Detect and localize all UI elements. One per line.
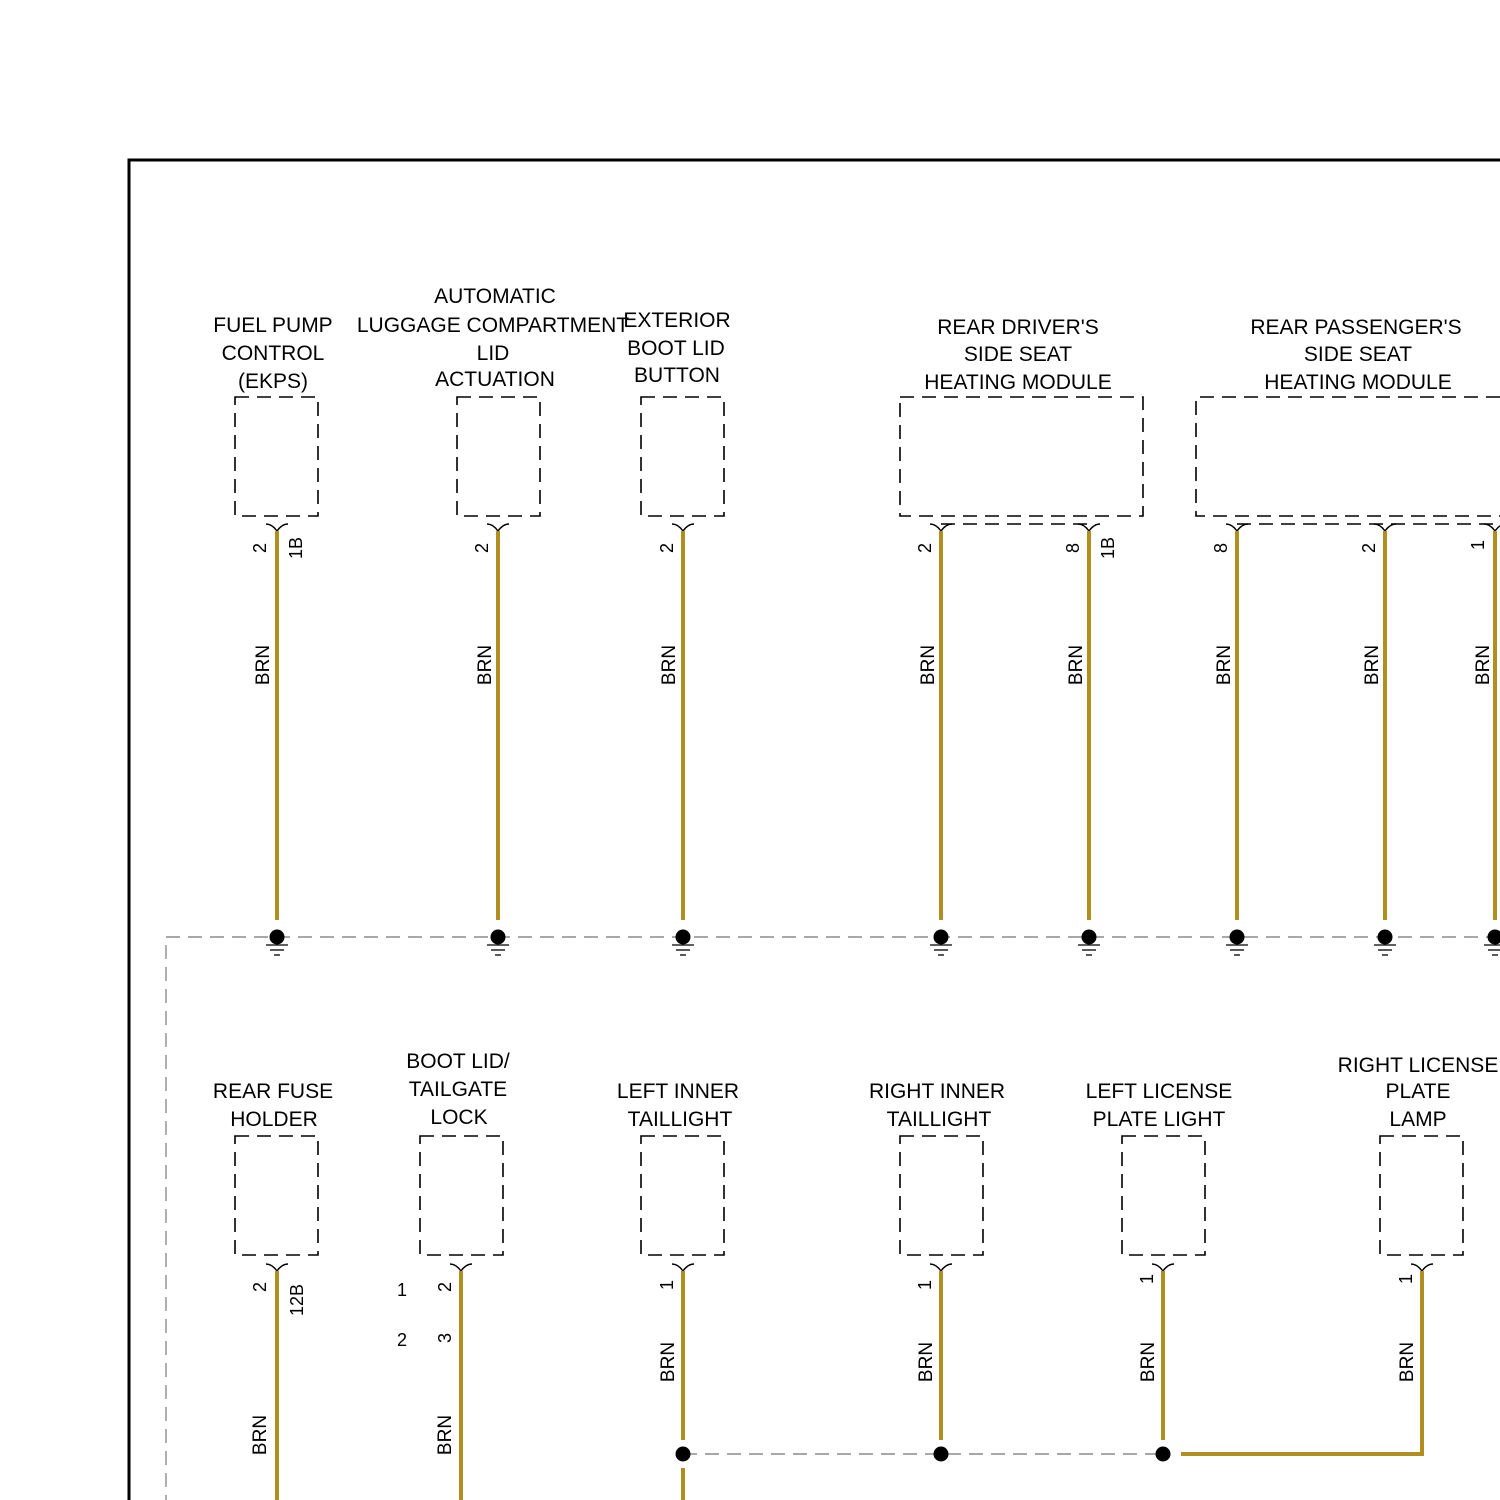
pin-number: 1 xyxy=(657,1279,677,1291)
component-box xyxy=(1196,397,1500,516)
component-label: REAR DRIVER'S xyxy=(937,316,1099,339)
wire-color-label: BRN xyxy=(1473,644,1494,686)
connector-symbol xyxy=(1374,524,1396,531)
pin-number: 8 xyxy=(1063,542,1083,554)
ground-symbol xyxy=(672,930,694,956)
component-box xyxy=(1122,1136,1205,1255)
ground-node xyxy=(676,930,691,945)
pin-number: 2 xyxy=(1359,542,1379,554)
component-exterior-boot-lid-button xyxy=(623,309,730,920)
component-box xyxy=(235,397,318,516)
ground-node xyxy=(934,930,949,945)
component-label: HEATING MODULE xyxy=(1264,371,1452,394)
component-label: LEFT INNER xyxy=(616,1080,740,1103)
alt-pin-number: 1 xyxy=(396,1280,408,1300)
component-fuel-pump-control xyxy=(213,314,332,920)
ground-symbol xyxy=(1226,930,1248,956)
ground-node xyxy=(270,930,285,945)
splice-node xyxy=(676,1447,691,1462)
component-luggage-lid-actuation xyxy=(357,285,629,920)
component-label: BUTTON xyxy=(634,364,720,387)
component-box xyxy=(1380,1136,1463,1255)
component-label: HEATING MODULE xyxy=(924,371,1112,394)
pin-number: 2 xyxy=(915,542,935,554)
wire-color-label: BRN xyxy=(435,1414,456,1456)
pin-number: 1 xyxy=(1137,1273,1157,1285)
connector-id: 1B xyxy=(286,536,306,560)
connector-symbol xyxy=(1078,524,1100,531)
component-rear-passenger-seat-heating xyxy=(1196,316,1500,920)
pin-number: 2 xyxy=(435,1281,455,1293)
component-right-license-plate-lamp xyxy=(1181,1054,1498,1454)
pin-number: 8 xyxy=(1211,542,1231,554)
component-box xyxy=(457,397,540,516)
component-label: AUTOMATIC xyxy=(434,285,556,308)
connector-symbol xyxy=(930,1264,952,1271)
component-label: RIGHT INNER xyxy=(868,1080,1006,1103)
component-label: TAILLIGHT xyxy=(886,1108,992,1131)
wire-color-label: BRN xyxy=(658,1341,679,1383)
ground-symbol xyxy=(1078,930,1100,956)
ground-node xyxy=(1378,930,1393,945)
wire-color-label: BRN xyxy=(1138,1341,1159,1383)
component-right-inner-taillight xyxy=(869,1080,1005,1462)
alt-pin-number: 2 xyxy=(396,1330,408,1350)
pin-number: 1 xyxy=(1468,539,1488,551)
pin-number: 1 xyxy=(915,1279,935,1291)
component-box xyxy=(420,1136,503,1255)
pin-number: 2 xyxy=(250,1281,270,1293)
connector-symbol xyxy=(930,524,952,531)
component-label: LID xyxy=(476,342,510,365)
component-label: PLATE xyxy=(1385,1080,1451,1103)
component-rear-fuse-holder xyxy=(213,1080,333,1500)
connector-id: 12B xyxy=(287,1283,307,1317)
wire-color-label: BRN xyxy=(1362,644,1383,686)
wire-color-label: BRN xyxy=(918,644,939,686)
wire-color-label: BRN xyxy=(1397,1341,1418,1383)
pin-number: 3 xyxy=(435,1332,455,1344)
component-label: FUEL PUMP xyxy=(213,314,333,337)
connector-symbol xyxy=(266,1264,288,1271)
wire-color-label: BRN xyxy=(250,1414,271,1456)
component-label: LAMP xyxy=(1389,1108,1447,1131)
component-left-license-plate-light xyxy=(1086,1080,1233,1462)
ground-node xyxy=(491,930,506,945)
pin-number: 2 xyxy=(250,542,270,554)
connector-symbol xyxy=(1484,524,1500,531)
component-label: REAR FUSE xyxy=(212,1080,334,1103)
component-boot-lid-tailgate-lock xyxy=(397,1050,510,1500)
ground-node xyxy=(1082,930,1097,945)
component-box xyxy=(641,397,724,516)
connector-symbol xyxy=(487,524,509,531)
connector-symbol xyxy=(266,524,288,531)
wire-color-label: BRN xyxy=(916,1341,937,1383)
connector-id: 1B xyxy=(1098,536,1118,560)
component-box xyxy=(235,1136,318,1255)
splice-node xyxy=(1156,1447,1171,1462)
component-label: BOOT LID xyxy=(627,337,725,360)
component-label: REAR PASSENGER'S xyxy=(1250,316,1462,339)
ground-symbol xyxy=(1484,930,1500,956)
component-box xyxy=(641,1136,724,1255)
ground-symbol xyxy=(930,930,952,956)
component-label: TAILLIGHT xyxy=(627,1108,733,1131)
ground-symbol xyxy=(487,930,509,956)
connector-symbol xyxy=(450,1264,472,1271)
ground-node xyxy=(1488,930,1500,945)
component-label: CONTROL xyxy=(221,342,325,365)
connector-symbol xyxy=(1411,1264,1433,1271)
pin-number: 1 xyxy=(1396,1273,1416,1285)
component-box xyxy=(900,397,1143,516)
connector-symbol xyxy=(672,1264,694,1271)
pin-number: 2 xyxy=(657,542,677,554)
component-label: SIDE SEAT xyxy=(1303,343,1413,366)
ground-bus-line xyxy=(166,937,1500,1500)
connector-symbol xyxy=(672,524,694,531)
splice-node xyxy=(934,1447,949,1462)
component-box xyxy=(900,1136,983,1255)
connector-symbol xyxy=(1152,1264,1174,1271)
wire xyxy=(1181,1271,1422,1454)
ground-node xyxy=(1230,930,1245,945)
component-label: LOCK xyxy=(430,1106,488,1129)
component-label: HOLDER xyxy=(230,1108,318,1131)
component-label: LEFT LICENSE xyxy=(1085,1080,1233,1103)
component-left-inner-taillight xyxy=(617,1080,739,1500)
component-label: BOOT LID/ xyxy=(406,1050,510,1073)
ground-symbol xyxy=(1374,930,1396,956)
pin-number: 2 xyxy=(472,542,492,554)
component-label: TAILGATE xyxy=(408,1078,508,1101)
component-label: RIGHT LICENSE xyxy=(1337,1054,1499,1077)
wire-color-label: BRN xyxy=(1214,644,1235,686)
component-label: LUGGAGE COMPARTMENT xyxy=(356,314,630,337)
wire-color-label: BRN xyxy=(1066,644,1087,686)
wire-color-label: BRN xyxy=(253,644,274,686)
component-rear-driver-seat-heating xyxy=(900,316,1143,920)
component-label: EXTERIOR xyxy=(623,309,731,332)
diagram-frame xyxy=(129,160,1500,1500)
component-label: SIDE SEAT xyxy=(963,343,1073,366)
wire-color-label: BRN xyxy=(475,644,496,686)
connector-symbol xyxy=(1226,524,1248,531)
wire-color-label: BRN xyxy=(659,644,680,686)
component-label: (EKPS) xyxy=(237,370,309,393)
ground-symbol xyxy=(266,930,288,956)
component-label: PLATE LIGHT xyxy=(1092,1108,1226,1131)
component-label: ACTUATION xyxy=(435,368,555,391)
